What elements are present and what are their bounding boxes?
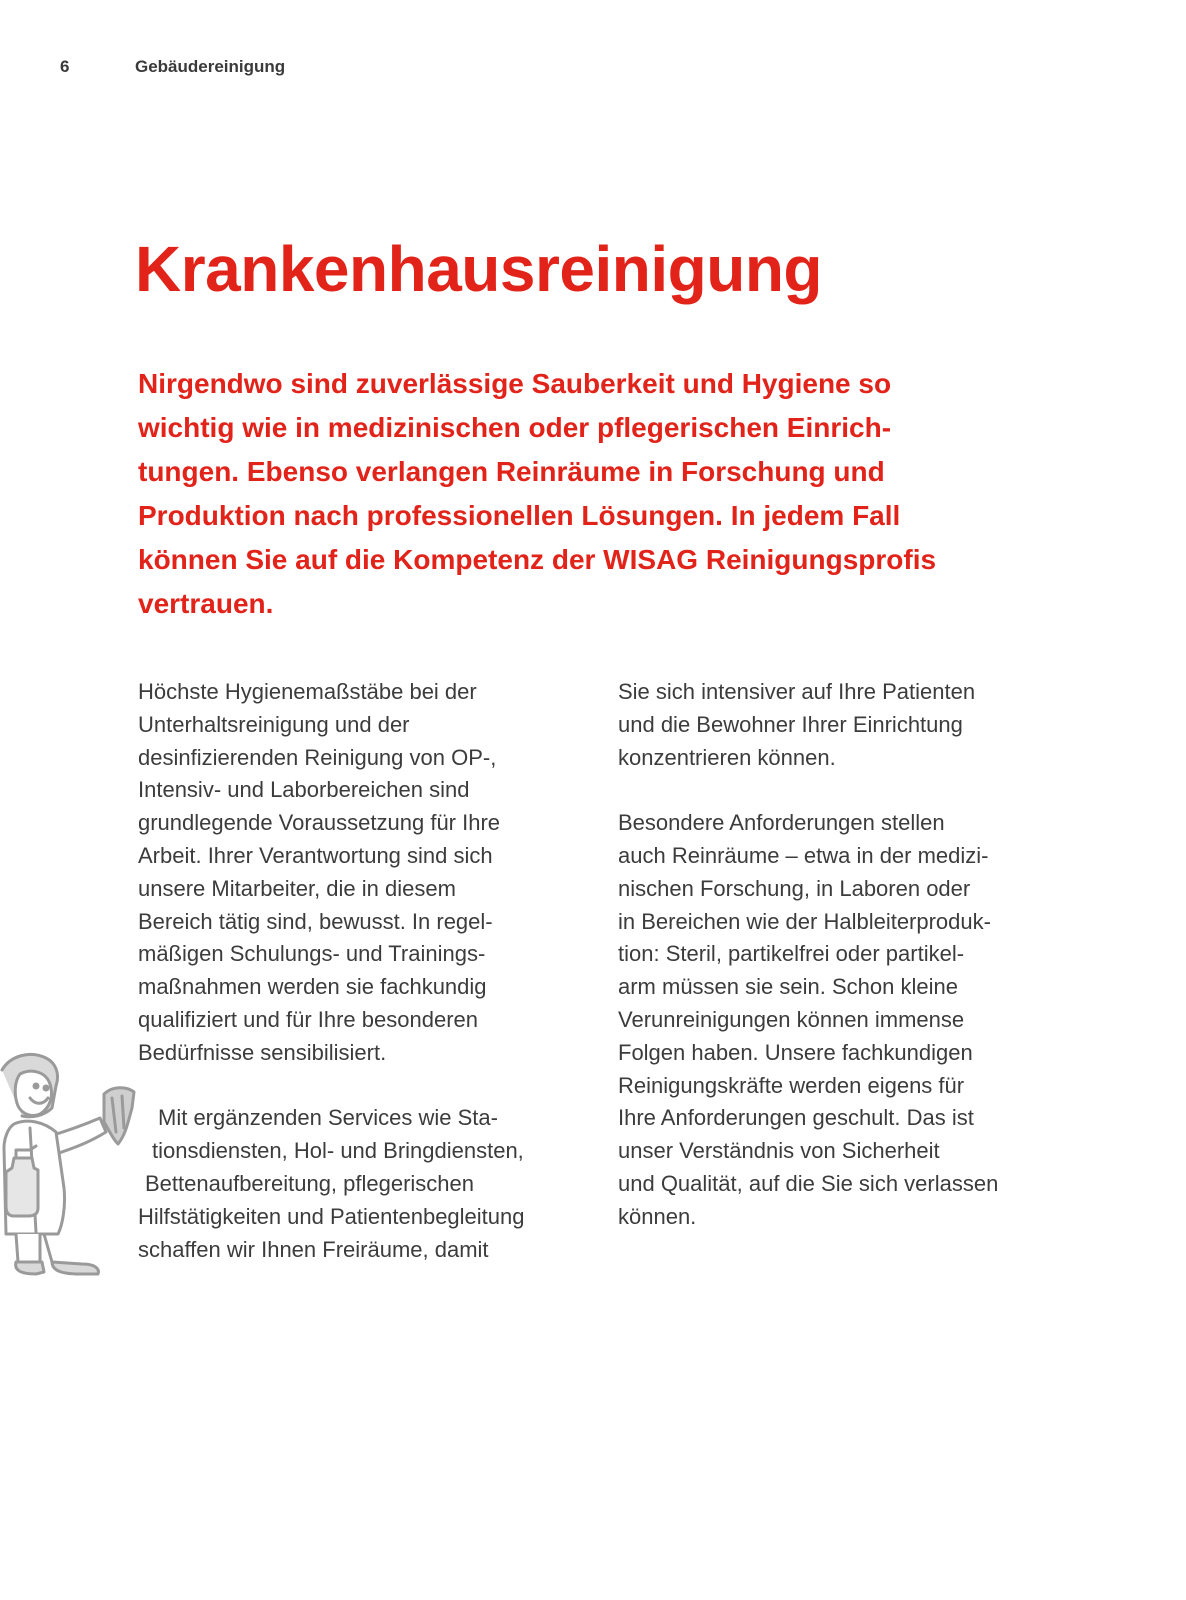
text-line: Besondere Anforderungen stellen [618, 810, 945, 836]
cleaning-cloth [104, 1088, 134, 1144]
lead-paragraph [138, 362, 1068, 626]
lead-line: tungen. Ebenso verlangen Reinräume in Forschung und [138, 456, 885, 487]
text-line: Folgen haben. Unsere fachkundigen [618, 1039, 973, 1065]
paragraph-gap [138, 1070, 598, 1103]
text-line: Reinigungskräfte werden eigens für [618, 1072, 965, 1098]
lead-line: können Sie auf die Kompetenz der WISAG Reinigungsprofis [138, 544, 937, 575]
text-line: qualifiziert und für Ihre besonderen [138, 1006, 478, 1032]
page-number: 6 [60, 57, 70, 76]
text-line: tionsdiensten, Hol- und Bringdiensten, [152, 1138, 524, 1164]
worker-eye [34, 1084, 38, 1088]
text-line: grundlegende Voraussetzung für Ihre [138, 810, 501, 836]
text-line: Höchste Hygienemaßstäbe bei der [138, 679, 477, 704]
cleaning-worker-icon [0, 1048, 150, 1278]
text-line: können. [618, 1203, 697, 1229]
text-line: Ihre Anforderungen geschult. Das ist [618, 1105, 974, 1131]
text-line: und die Bewohner Ihrer Einrichtung [618, 711, 963, 737]
lead-line: vertrauen. [138, 588, 274, 619]
text-line: Hilfstätigkeiten und Patientenbegleitung [138, 1203, 525, 1229]
body-paragraph [138, 676, 598, 1070]
lead-line: Nirgendwo sind zuverlässige Sauberkeit und Hygiene so [138, 368, 892, 399]
text-line: mäßigen Schulungs- und Trainings- [138, 941, 486, 967]
body-column-right [618, 676, 1088, 1234]
text-line: Sie sich intensiver auf Ihre Patienten [618, 679, 976, 704]
text-line: Arbeit. Ihrer Verantwortung sind sich [138, 842, 493, 868]
text-line: konzentrieren können. [618, 744, 836, 770]
worker-face [15, 1071, 51, 1115]
page-title: Krankenhausreinigung [135, 233, 822, 305]
text-line: Bettenaufbereitung, pflegerischen [145, 1170, 475, 1196]
text-line: in Bereichen wie der Halbleiterproduk- [618, 908, 991, 934]
spray-bottle [6, 1158, 38, 1216]
text-line: unsere Mitarbeiter, die in diesem [138, 875, 456, 901]
body-paragraph [618, 807, 1088, 1233]
text-line: Mit ergänzenden Services wie Sta- [158, 1105, 498, 1131]
body-column-left [138, 676, 598, 1266]
text-line: Verunreinigungen können immense [618, 1006, 965, 1032]
body-paragraph [618, 676, 1088, 774]
lead-line: wichtig wie in medizinischen oder pflegerischen Einrich- [138, 412, 892, 443]
worker-shoe [16, 1262, 44, 1274]
text-line: nischen Forschung, in Laboren oder [618, 875, 971, 901]
text-line: Intensiv- und Laborbereichen sind [138, 777, 470, 803]
worker-mouth [30, 1098, 48, 1103]
worker-shoe [52, 1262, 98, 1274]
text-line: Unterhaltsreinigung und der [138, 711, 410, 737]
lead-line: Produktion nach professionellen Lösungen. In jedem Fall [138, 500, 901, 531]
text-line: desinfizierenden Reinigung von OP-, [138, 744, 497, 770]
worker-eye [44, 1086, 48, 1090]
text-line: tion: Steril, partikelfrei oder partikel- [618, 941, 965, 967]
running-header: Gebäudereinigung [135, 57, 286, 76]
text-line: unser Verständnis von Sicherheit [618, 1138, 940, 1164]
text-line: schaffen wir Ihnen Freiräume, damit [138, 1236, 489, 1262]
body-paragraph [138, 1102, 598, 1266]
text-line: auch Reinräume – etwa in der medizi- [618, 842, 989, 868]
text-line: Bedürfnisse sensibilisiert. [138, 1039, 387, 1065]
text-line: Bereich tätig sind, bewusst. In regel- [138, 908, 493, 934]
text-line: arm müssen sie sein. Schon kleine [618, 974, 958, 1000]
text-line: und Qualität, auf die Sie sich verlassen [618, 1170, 999, 1196]
paragraph-gap [618, 774, 1088, 807]
text-line: maßnahmen werden sie fachkundig [138, 974, 487, 1000]
